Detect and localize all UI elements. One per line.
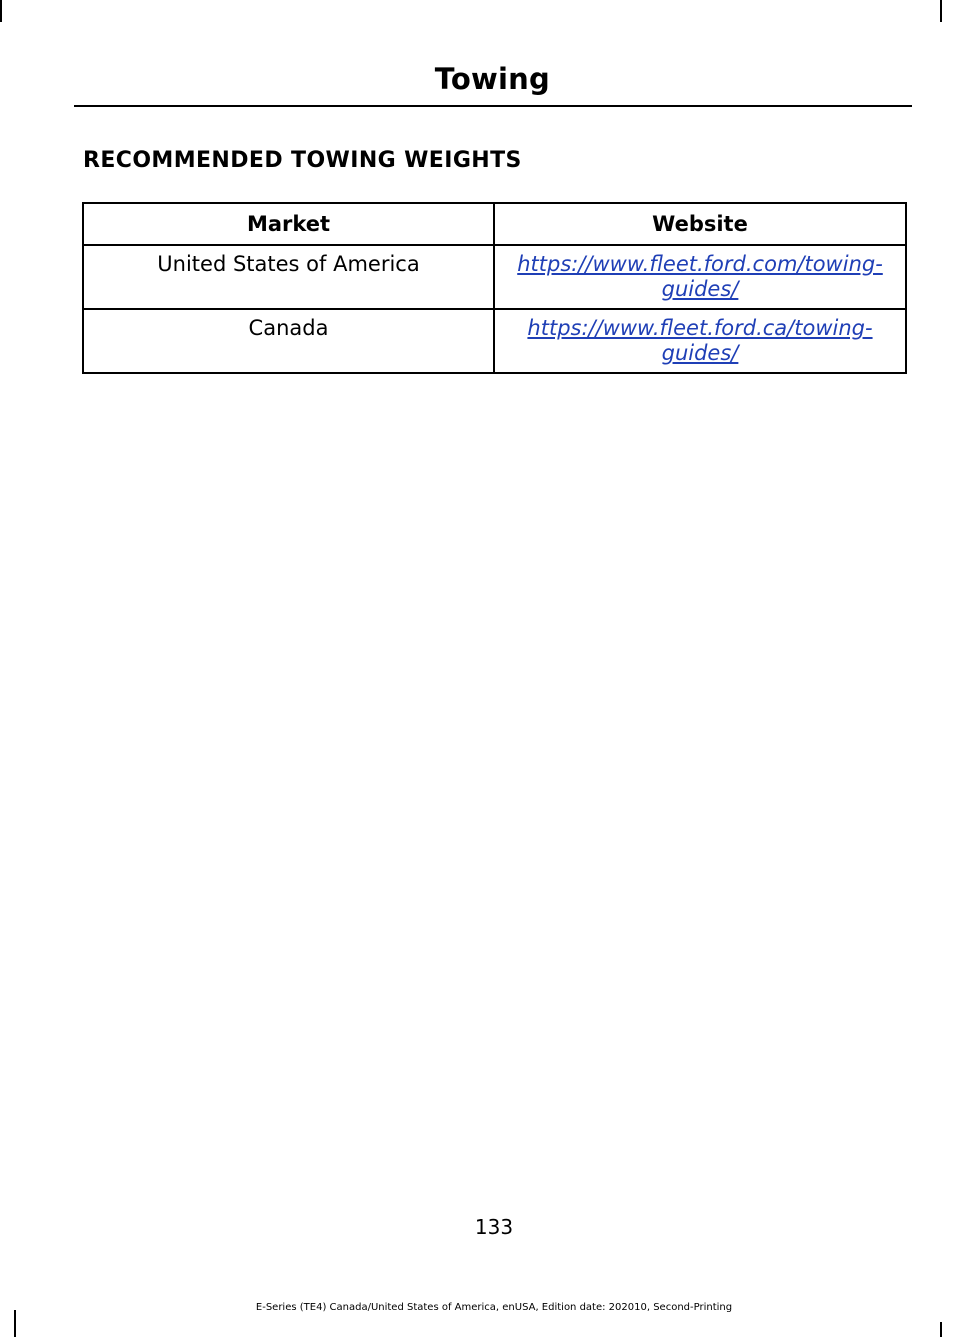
table-row bbox=[83, 245, 906, 309]
column-header-market: Market bbox=[83, 203, 494, 245]
market-cell: United States of America bbox=[83, 245, 494, 309]
market-cell: Canada bbox=[83, 309, 494, 373]
crop-mark-top-left bbox=[0, 0, 2, 22]
page-heading: RECOMMENDED TOWING WEIGHTS bbox=[83, 148, 522, 173]
page-number: 133 bbox=[474, 1215, 514, 1239]
crop-mark-top-right bbox=[940, 0, 942, 22]
column-header-website: Website bbox=[494, 203, 906, 245]
website-link-canada[interactable]: https://www.fleet.ford.ca/towing-guides/ bbox=[527, 316, 873, 365]
footer-edition-text: E-Series (TE4) Canada/United States of America, enUSA, Edition date: 202010, Second-Printing bbox=[255, 1302, 733, 1313]
section-title: Towing bbox=[434, 62, 550, 96]
crop-mark-right-lower bbox=[940, 1322, 942, 1337]
website-cell bbox=[494, 245, 906, 309]
table-row bbox=[83, 309, 906, 373]
website-link-usa[interactable]: https://www.fleet.ford.com/towing-guides/ bbox=[517, 252, 883, 301]
website-cell bbox=[494, 309, 906, 373]
towing-weights-table bbox=[82, 202, 907, 374]
header-rule bbox=[74, 105, 912, 107]
crop-mark-left-lower bbox=[14, 1310, 16, 1337]
table-header-row bbox=[83, 203, 906, 245]
